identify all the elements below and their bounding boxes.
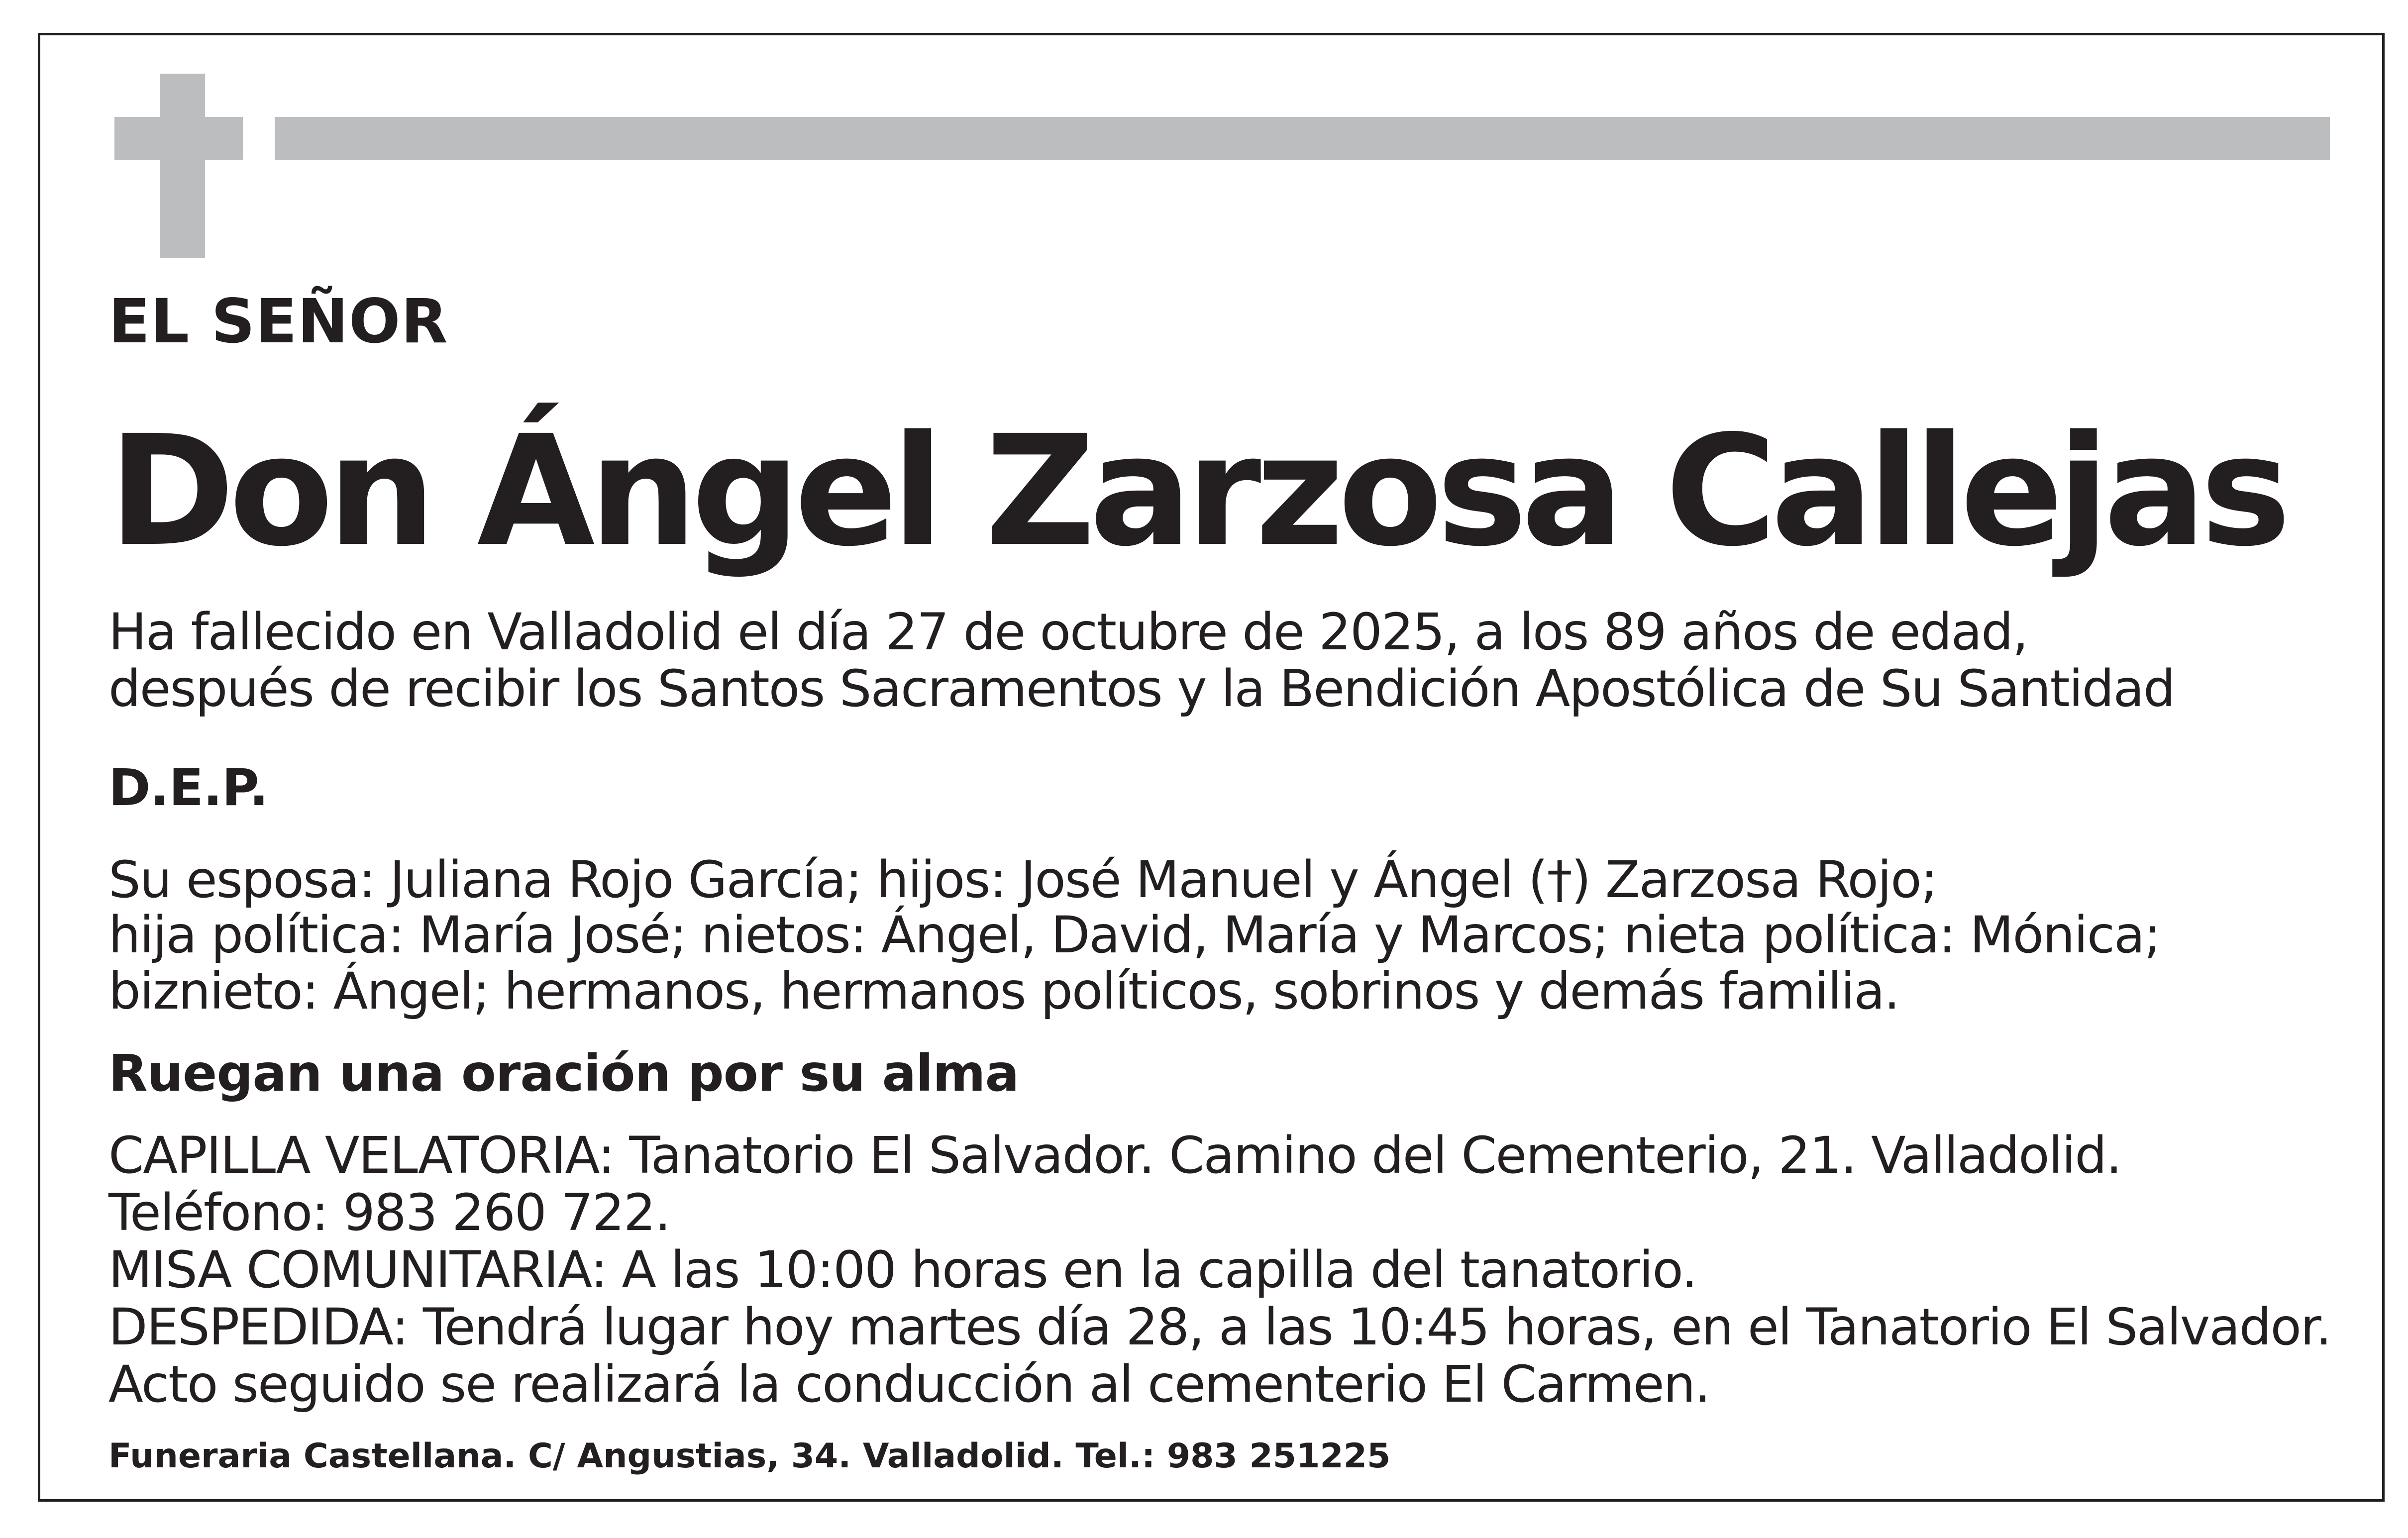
service-line: Teléfono: 983 260 722. — [108, 1183, 670, 1242]
family-line: hija política: María José; nietos: Ángel, David, María y Marcos; nieta política: Mónica; — [108, 906, 2160, 965]
cross-horizontal-bar — [114, 117, 243, 160]
family-line: biznieto: Ángel; hermanos, hermanos políticos, sobrinos y demás familia. — [108, 962, 1899, 1021]
death-line: Ha fallecido en Valladolid el día 27 de octubre de 2025, a los 89 años de edad, — [108, 603, 2028, 662]
death-line: después de recibir los Santos Sacramentos y la Bendición Apostólica de Su Santidad — [108, 659, 2175, 718]
cross-vertical-bar — [160, 74, 205, 258]
funeral-home-footer: Funeraria Castellana. C/ Angustias, 34. Valladolid. Tel.: 983 251225 — [108, 1436, 1391, 1476]
prayer-request: Ruegan una oración por su alma — [108, 1044, 1019, 1103]
header-rule — [275, 117, 2330, 160]
service-line: MISA COMUNITARIA: A las 10:00 horas en la capilla del tanatorio. — [108, 1240, 1697, 1300]
family-line: Su esposa: Juliana Rojo García; hijos: José Manuel y Ángel (†) Zarzosa Rojo; — [108, 850, 1937, 910]
honorific: EL SEÑOR — [108, 286, 448, 357]
service-line: CAPILLA VELATORIA: Tanatorio El Salvador. Camino del Cementerio, 21. Valladolid. — [108, 1126, 2121, 1185]
deceased-name: Don Ángel Zarzosa Callejas — [108, 403, 2285, 580]
service-line: DESPEDIDA: Tendrá lugar hoy martes día 28, a las 10:45 horas, en el Tanatorio El Salvador. — [108, 1298, 2331, 1357]
service-line: Acto seguido se realizará la conducción al cementerio El Carmen. — [108, 1355, 1710, 1414]
rip-label: D.E.P. — [108, 758, 268, 818]
